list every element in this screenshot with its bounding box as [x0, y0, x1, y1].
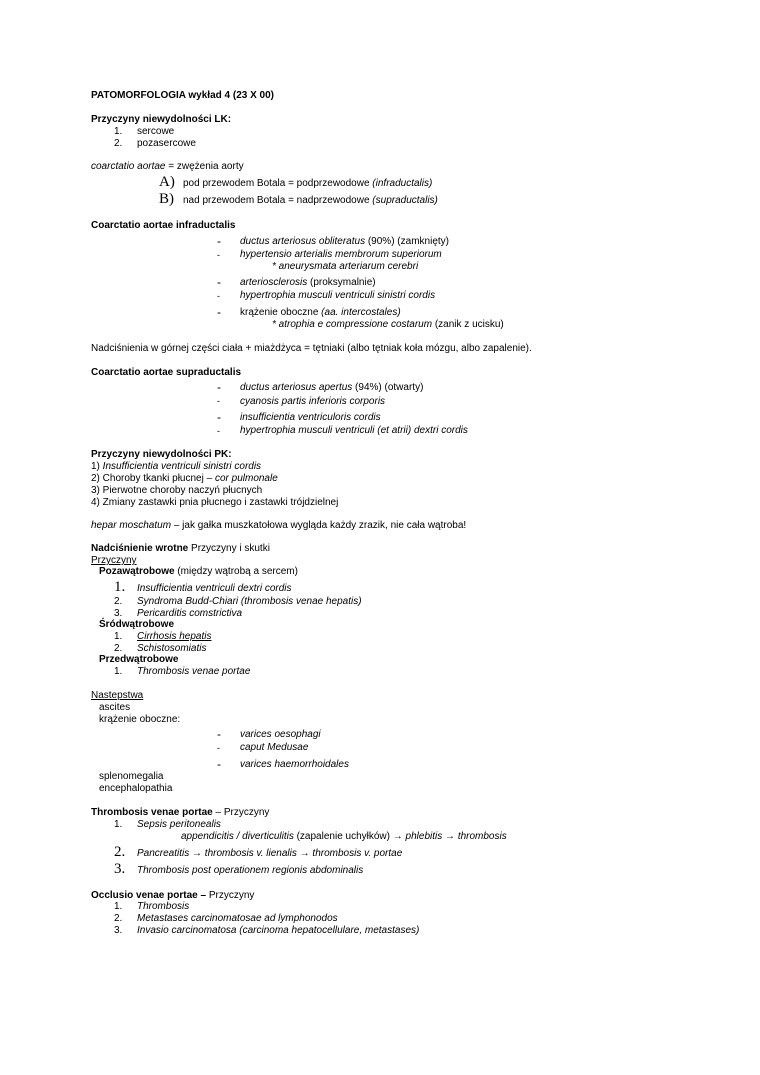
pk-item: 4) Zmiany zastawki pnia płucnego i zastawki trójdzielnej [91, 497, 339, 508]
hypertension-note: Nadciśnienia w górnej części ciała + miażdżyca = tętniaki (albo tętniak koła mózgu, albo zapalenie). [91, 343, 532, 354]
collateral-item: varices haemorrhoidales [240, 759, 349, 770]
intra-item: Cirrhosis hepatis [137, 631, 212, 642]
bullet-dash: - [217, 727, 221, 741]
lk-item: sercowe [137, 126, 175, 137]
effect-ascites: ascites [99, 702, 131, 713]
bullet-dash: - [217, 380, 221, 394]
occlusio-item: Invasio carcinomatosa (carcinoma hepatocellulare, metastases) [137, 925, 420, 936]
collateral-item: varices oesophagi [240, 729, 321, 740]
effect-collateral: krążenie oboczne: [99, 714, 181, 725]
option-b-text [183, 195, 438, 207]
coarctatio-def: = zwężenia aorty [165, 161, 244, 172]
pk-item-latin: cor pulmonale [214, 473, 278, 484]
lk-item: pozasercowe [137, 138, 196, 149]
supra-item: cyanosis partis inferioris corporis [240, 396, 386, 407]
thrombosis-item-num: 3. [114, 861, 126, 877]
occlusio-item-num: 2. [114, 913, 123, 924]
hepar-rest: – jak gałka muszkatołowa wygląda każdy zrazik, nie cała wątroba! [171, 520, 467, 531]
supra-item: insufficientia ventriculoris cordis [240, 412, 381, 423]
pre-item-num: 1. [114, 666, 123, 677]
pk-item-num: 1) [91, 461, 103, 472]
infra-item: hypertensio arterialis membrorum superiorum [240, 249, 442, 260]
sub-arrow: → [442, 831, 458, 842]
post-item-num: 2. [114, 596, 123, 607]
infra-item [240, 307, 401, 319]
hepar-note [91, 520, 466, 532]
supra-item-rest: (94%) (otwarty) [352, 382, 424, 393]
portal-heading-rest: Przyczyny i skutki [188, 543, 270, 554]
infra-item-latin: arteriosclerosis [240, 277, 308, 288]
pk-item [91, 473, 278, 485]
occlusio-item: Metastases carcinomatosae ad lymphonodos [137, 913, 338, 924]
option-a-latin: (infraductalis) [372, 178, 433, 189]
infra-item-latin: (aa. intercostales) [321, 307, 401, 318]
coarctatio-term: coarctatio aortae [91, 161, 166, 172]
thrombosis-item: Thrombosis post operationem regionis abdominalis [137, 865, 364, 876]
bullet-dash: - [217, 396, 220, 406]
pk-item [91, 461, 261, 473]
lk-item-num: 1. [114, 126, 123, 137]
infra-item-latin: ductus arteriosus obliteratus [240, 236, 366, 247]
option-b-letter: B) [159, 191, 174, 207]
post-item: Insufficientia ventriculi dextri cordis [137, 583, 292, 594]
bullet-dash: - [217, 426, 220, 436]
option-b-latin: (supraductalis) [372, 195, 438, 206]
pk-item-text: 2) Choroby tkanki płucnej – [91, 473, 215, 484]
option-a-letter: A) [159, 174, 175, 190]
bullet-dash: - [217, 291, 220, 301]
sub-latin: phlebitis [405, 831, 443, 842]
supra-item-latin: dextri cordis [411, 425, 468, 436]
infra-item-text: krążenie oboczne [240, 307, 322, 318]
infra-subitem: * aneurysmata arteriarum cerebri [272, 261, 419, 272]
coarctatio-definition [91, 161, 244, 173]
thrombosis-item: Pancreatitis → thrombosis v. lienalis → thrombosis v. portae [137, 848, 403, 859]
thrombosis-item-num: 2. [114, 844, 126, 860]
lk-item-num: 2. [114, 138, 123, 149]
option-b-desc: nad przewodem Botala = nadprzewodowe [183, 195, 373, 206]
effect-splenomegaly: splenomegalia [99, 771, 164, 782]
supra-item [240, 382, 423, 394]
bullet-dash: - [217, 410, 221, 424]
collateral-item: caput Medusae [240, 742, 309, 753]
post-item-num: 3. [114, 608, 123, 619]
hepar-latin: hepar moschatum [91, 520, 172, 531]
effect-encephalopathy: encephalopathia [99, 783, 173, 794]
supra-item [240, 425, 468, 437]
infra-subitem [272, 319, 504, 331]
pk-heading: Przyczyny niewydolności PK: [91, 449, 232, 460]
thrombosis-heading-bold: Thrombosis venae portae [91, 807, 213, 818]
intra-item-num: 2. [114, 643, 123, 654]
pre-item: Thrombosis venae portae [137, 666, 251, 677]
infra-heading: Coarctatio aortae infraductalis [91, 220, 236, 231]
infra-item [240, 277, 376, 289]
post-hepatic-bold: Pozawątrobowe [99, 566, 175, 577]
document-title: PATOMORFOLOGIA wykład 4 (23 X 00) [91, 90, 275, 101]
thrombosis-heading [91, 807, 269, 819]
sub-latin: appendicitis / diverticulitis [181, 831, 294, 842]
portal-heading [91, 543, 270, 555]
infra-item-rest: (proksymalnie) [307, 277, 376, 288]
intra-item: Schistosomiatis [137, 643, 207, 654]
bullet-dash: - [217, 250, 220, 260]
bullet-dash: - [217, 757, 221, 771]
bullet-dash: - [217, 305, 221, 319]
pk-item-latin: Insufficientia ventriculi sinistri cordis [102, 461, 262, 472]
supra-item-latin: ductus arteriosus apertus [240, 382, 353, 393]
thrombosis-subitem [181, 831, 507, 843]
intra-hepatic-heading: Śródwątrobowe [99, 619, 175, 630]
bullet-dash: - [217, 234, 221, 248]
infra-subitem-latin: * atrophia e compressione costarum [272, 319, 433, 330]
occlusio-item-num: 3. [114, 925, 123, 936]
causes-label: Przyczyny [91, 555, 137, 566]
option-a-desc: pod przewodem Botala = podprzewodowe [183, 178, 373, 189]
bullet-dash: - [217, 275, 221, 289]
intra-item-num: 1. [114, 631, 123, 642]
supra-item-mid: (et atrii) [377, 425, 412, 436]
infra-item-rest: (90%) (zamknięty) [365, 236, 449, 247]
sub-latin: thrombosis [457, 831, 507, 842]
occlusio-heading-rest: Przyczyny [206, 890, 255, 901]
occlusio-heading-bold: Occlusio venae portae – [91, 890, 207, 901]
thrombosis-heading-rest: – Przyczyny [212, 807, 270, 818]
pre-hepatic-heading: Przedwątrobowe [99, 654, 179, 665]
occlusio-item-num: 1. [114, 901, 123, 912]
bullet-dash: - [217, 743, 220, 753]
supra-item-latin: hypertrophia musculi ventriculi [240, 425, 378, 436]
lk-heading: Przyczyny niewydolności LK: [91, 114, 232, 125]
effects-label: Nastepstwa [91, 690, 144, 701]
pk-item: 3) Pierwotne choroby naczyń płucnych [91, 485, 263, 496]
post-item: Pericarditis comstrictiva [137, 608, 243, 619]
infra-item [240, 236, 449, 248]
option-a-text [183, 178, 432, 190]
infra-subitem-rest: (zanik z ucisku) [432, 319, 504, 330]
post-hepatic-heading [99, 566, 298, 578]
infra-item: hypertrophia musculi ventriculi sinistri cordis [240, 290, 436, 301]
occlusio-item: Thrombosis [137, 901, 190, 912]
sub-text: (zapalenie uchyłków) → [293, 831, 406, 842]
post-item-num: 1. [114, 579, 126, 595]
supra-heading: Coarctatio aortae supraductalis [91, 367, 242, 378]
thrombosis-item: Sepsis peritonealis [137, 819, 221, 830]
post-item: Syndroma Budd-Chiari (thrombosis venae hepatis) [137, 596, 362, 607]
post-hepatic-rest: (między wątrobą a sercem) [174, 566, 298, 577]
portal-heading-bold: Nadciśnienie wrotne [91, 543, 189, 554]
thrombosis-item-num: 1. [114, 819, 123, 830]
